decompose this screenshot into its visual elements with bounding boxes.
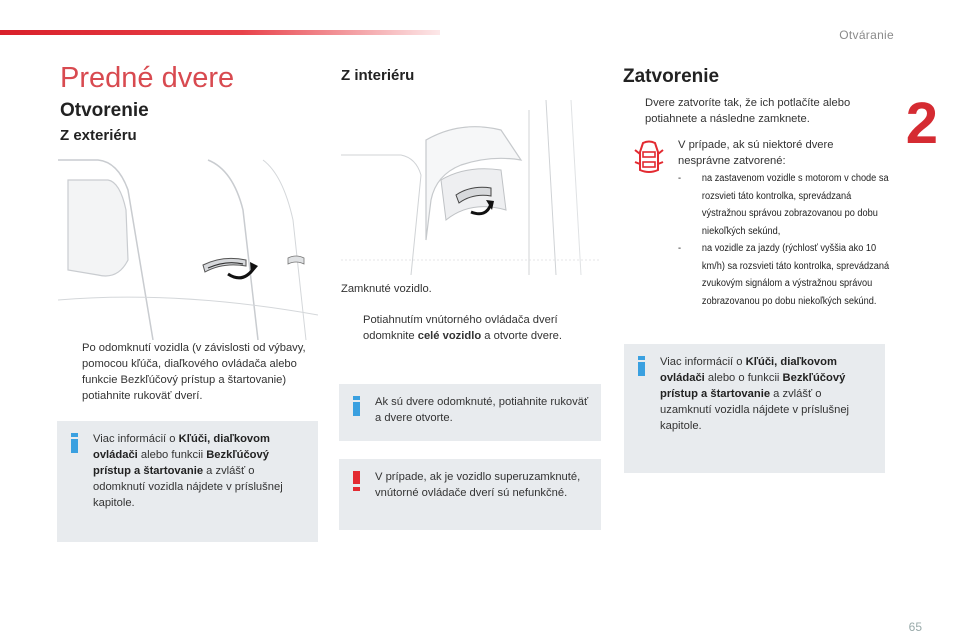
- list-item: - na zastavenom vozidle s motorom v chode sa rozsvieti táto kontrolka, sprevádzaná výstražnou správou zobrazovanou po dobu niekoľkých sekúnd,: [678, 173, 889, 237]
- list-item: - na vozidle za jazdy (rýchlosť vyššia ako 10 km/h) sa rozsvieti táto kontrolka, sprevádzaná zvukovým signálom a výstražnou správou zobrazovanou po dobu niekoľkých sekúnd.: [678, 243, 890, 307]
- interior-instruction: Potiahnutím vnútorného ovládača dverí odomknite celé vozidlo a otvorte dvere.: [363, 314, 562, 342]
- closing-instruction: Dvere zatvoríte tak, že ich potlačíte alebo potiahnete a následne zamknete.: [645, 97, 851, 125]
- subheading-interior: Z interiéru: [341, 67, 415, 84]
- interior-door-illustration: [341, 100, 601, 275]
- warning-icon: [353, 471, 360, 491]
- info-icon: [71, 433, 78, 453]
- info-text-exterior: Viac informácií o Kľúči, diaľkovom ovládači alebo funkcii Bezkľúčový prístup a štartovanie a zvlášť o odomknutí vozidla nájdete v príslušnej kapitole.: [93, 433, 283, 509]
- chapter-number: 2: [905, 91, 938, 156]
- info-icon: [638, 356, 645, 376]
- info-box-closing: [624, 344, 885, 473]
- page-title: Predné dvere: [60, 62, 235, 94]
- door-open-warning-icon: [634, 140, 664, 180]
- section-title: Otváranie: [839, 28, 894, 42]
- exterior-door-illustration: [58, 150, 318, 340]
- heading-opening: Otvorenie: [60, 100, 149, 121]
- door-warning-list: [678, 170, 893, 310]
- heading-closing: Zatvorenie: [623, 66, 720, 87]
- header-accent-bar: [0, 30, 440, 35]
- door-warning-intro: V prípade, ak sú niektoré dvere nesprávne zatvorené:: [678, 139, 834, 167]
- info-box-exterior: [57, 421, 318, 542]
- exterior-instruction: Po odomknutí vozidla (v závislosti od výbavy, pomocou kľúča, diaľkového ovládača alebo funkcie Bezkľúčový prístup a štartovanie) potiahnite rukoväť dverí.: [82, 342, 306, 402]
- info-text-closing: Viac informácií o Kľúči, diaľkovom ovládači alebo o funkcii Bezkľúčový prístup a štartovanie a zvlášť o uzamknutí vozidla nájdete v príslušnej kapitole.: [660, 356, 850, 432]
- page-number: 65: [908, 620, 922, 634]
- locked-vehicle-caption: Zamknuté vozidlo.: [341, 283, 432, 295]
- subheading-exterior: Z exteriéru: [60, 127, 137, 144]
- info-box-interior: [339, 384, 601, 441]
- info-text-interior: Ak sú dvere odomknuté, potiahnite rukoväť a dvere otvorte.: [375, 396, 589, 424]
- info-icon: [353, 396, 360, 416]
- warning-text-superlock: V prípade, ak je vozidlo superuzamknuté, vnútorné ovládače dverí sú nefunkčné.: [375, 471, 581, 499]
- warning-box-superlock: [339, 459, 601, 530]
